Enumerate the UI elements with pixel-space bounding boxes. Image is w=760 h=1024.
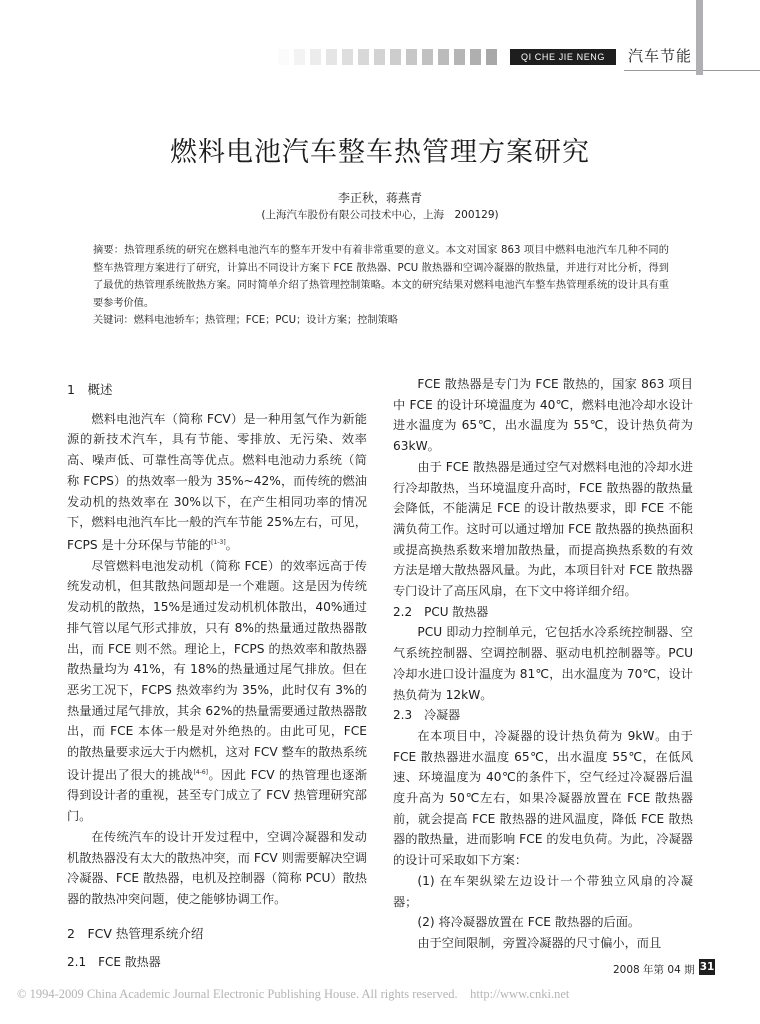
header-square — [310, 49, 321, 65]
abstract-text: 摘要：热管理系统的研究在燃料电池汽车的整车开发中有着非常重要的意义。本文对国家 863 项目中燃料电池汽车几种不同的整车热管理方案进行了研究，计算出不同设计方案下 FCE 散热器、PCU 散热器和空调冷凝器的散热量，并进行对比分析，得到了最优的热管理系统散热方案。同时简单介绍了热管理控制策略。本文的研究结果对燃料电池汽车整车热管理系统的设计具有重要参考价值。 — [93, 245, 669, 309]
paragraph: 由于空间限制，旁置冷凝器的尺寸偏小，而且 — [417, 935, 662, 950]
paragraph-text: 尽管燃料电池发动机（简称 FCE）的效率远高于传统发动机，但其散热问题却是一个难题。这是因为传统发动机的散热，15%是通过发动机机体散出，40%通过排气管以尾气形式排放，只有 8%的热量通过散热器散出，而 FCE 则不然。理论上，FCPS 的热效率和散热器散热量均为 41%，有 18%的热量通过尾气排放。但在恶劣工况下，FCPS 热效率约为 35%，此时仅有 3%的热量通过尾气排放，其余 62%的热量需要通过散热器散出，而 FCE 本体一般是对外绝热的。由此可见，FCE 的散热量要求远大于内燃机，这对 FCV 整车的散热系统设计提出了很大的挑战 — [67, 558, 367, 782]
issue-label: 2008 年第 04 期 — [613, 964, 695, 976]
journal-name: 汽车节能 — [628, 47, 693, 65]
article-affiliation: (上海汽车股份有限公司技术中心，上海 200129) — [261, 209, 499, 221]
header-square — [422, 49, 433, 65]
paragraph — [67, 409, 367, 556]
citation: [4-6] — [193, 768, 208, 776]
header-square — [470, 49, 481, 65]
keywords-text: 关键词：燃料电池轿车；热管理；FCE；PCU；设计方案；控制策略 — [93, 315, 398, 326]
paragraph: PCU 即动力控制单元，它包括水冷系统控制器、空气系统控制器、空调控制器、驱动电机控制器等。PCU 冷却水进口设计温度为 81℃，出水温度为 70℃，设计热负荷为 12kW。 — [393, 625, 693, 702]
header-square — [358, 49, 369, 65]
page-number: 31 — [699, 961, 715, 973]
header-square — [326, 49, 337, 65]
left-column — [67, 374, 367, 977]
right-column — [393, 374, 693, 954]
paragraph-text: 。因此 FCV 的热管理也逐渐得到设计者的重视，甚至专门成立了 FCV 热管理研究部门。 — [67, 767, 368, 824]
header-square — [342, 49, 353, 65]
paragraph: 在传统汽车的设计开发过程中，空调冷凝器和发动机散热器没有太大的散热冲突，而 FCV 则需要解决空调冷凝器、FCE 散热器，电机及控制器（简称 PCU）散热器的散热冲突问题，使之能够协调工作。 — [67, 829, 367, 906]
header-square — [374, 49, 385, 65]
paragraph: 由于 FCE 散热器是通过空气对燃料电池的冷却水进行冷却散热，当环境温度升高时，FCE 散热器的散热量会降低，不能满足 FCE 的设计散热要求，即 FCE 不能满负荷工作。这时可以通过增加 FCE 散热器的换热面积或提高换热系数来增加散热量，而提高换热系数的有效方法是增大散热器风量。为此，本项目针对 FCE 散热器专门设计了高压风扇，在下文中将详细介绍。 — [393, 459, 693, 599]
section-heading-2: 2 FCV 热管理系统介绍 — [67, 925, 204, 941]
paragraph: FCE 散热器是专门为 FCE 散热的，国家 863 项目中 FCE 的设计环境温度为 40℃，燃料电池冷却水设计进水温度为 65℃，出水温度为 55℃，设计热负荷为 63kW。 — [393, 377, 693, 454]
article-title: 燃料电池汽车整车热管理方案研究 — [170, 137, 590, 169]
paragraph-text: 。 — [225, 537, 238, 552]
subsection-heading-2-3: 2.3 冷凝器 — [393, 708, 461, 723]
list-item: (1) 在车架纵梁左边设计一个带独立风扇的冷凝器； — [393, 873, 693, 909]
header-square — [390, 49, 401, 65]
header-rule — [624, 70, 760, 71]
header-square — [438, 49, 449, 65]
spacer — [67, 910, 367, 918]
journal-pinyin-tag: QI CHE JIE NENG — [510, 49, 616, 65]
list-item: (2) 将冷凝器放置在 FCE 散热器的后面。 — [417, 915, 641, 930]
subsection-heading-2-1: 2.1 FCE 散热器 — [67, 955, 161, 970]
header-square — [278, 49, 289, 65]
header-square — [454, 49, 465, 65]
copyright-notice: © 1994-2009 China Academic Journal Electronic Publishing House. All rights reserved. http://www.cnki.net — [17, 987, 570, 1001]
section-heading-1: 1 概述 — [67, 382, 113, 397]
abstract-block — [93, 242, 669, 330]
paragraph-text: 燃料电池汽车（简称 FCV）是一种用氢气作为新能源的新技术汽车，具有节能、零排放、无污染、效率高、噪声低、可靠性高等优点。燃料电池动力系统（简称 FCPS）的热效率一般为 35%~42%，而传统的燃油发动机的热效率在 30%以下，在产生相同功率的情况下，燃料电池汽车比一般的汽车节能 25%左右，可见，FCPS 是十分环保与节能的 — [67, 411, 367, 552]
paragraph — [67, 556, 367, 827]
citation: [1-3] — [211, 538, 226, 546]
header-square — [486, 49, 497, 65]
header-gradient-squares — [278, 49, 497, 65]
header-vertical-bar — [696, 0, 703, 75]
paragraph: 在本项目中，冷凝器的设计热负荷为 9kW。由于 FCE 散热器进水温度 65℃，出水温度 55℃，在低风速、环境温度为 40℃的条件下，空气经过冷凝器后温度升高为 50℃左右，如果冷凝器放置在 FCE 散热器前，就会提高 FCE 散热器的进风温度，降低 FCE 散热器的散热量，进而影响 FCE 的发电负荷。为此，冷凝器的设计可采取如下方案： — [393, 728, 693, 868]
header-square — [294, 49, 305, 65]
header-square — [406, 49, 417, 65]
subsection-heading-2-2: 2.2 PCU 散热器 — [393, 604, 489, 619]
article-authors: 李正秋，蒋燕青 — [337, 191, 422, 205]
